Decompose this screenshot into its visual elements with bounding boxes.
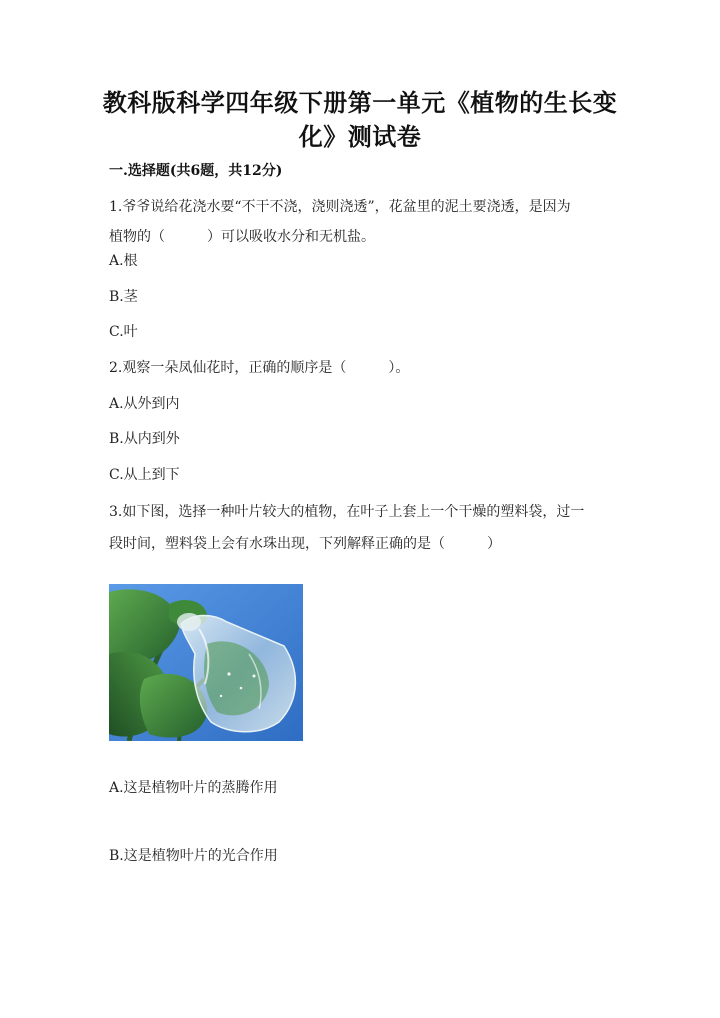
plant-bag-photo [109, 584, 303, 741]
water-droplet [253, 675, 256, 678]
question-1-text [109, 192, 609, 252]
question-1-option-c[interactable]: C.叶 [109, 324, 138, 340]
water-droplet [240, 687, 243, 690]
question-1-option-b[interactable]: B.茎 [109, 289, 138, 305]
title-line-1: 教科版科学四年级下册第一单元《植物的生长变 [102, 88, 618, 117]
plant-bag-illustration [109, 584, 303, 741]
question-1-option-a[interactable]: A.根 [109, 253, 138, 269]
question-2-option-c[interactable]: C.从上到下 [109, 467, 180, 483]
page-title [100, 86, 620, 154]
question-1-line-2: 植物的（ ）可以吸收水分和无机盐。 [109, 229, 375, 245]
question-2-option-a[interactable]: A.从外到内 [109, 396, 180, 412]
question-3-line-2: 段时间，塑料袋上会有水珠出现，下列解释正确的是（ ） [109, 536, 501, 552]
title-line-2: 化》测试卷 [298, 122, 422, 151]
question-3-option-b[interactable]: B.这是植物叶片的光合作用 [109, 848, 278, 864]
question-3-option-a[interactable]: A.这是植物叶片的蒸腾作用 [109, 780, 278, 796]
question-1-line-1: 1.爷爷说给花浇水要“不干不浇，浇则浇透”，花盆里的泥土要浇透，是因为 [109, 199, 571, 215]
section-heading: 一.选择题(共6题，共12分) [109, 163, 283, 179]
water-droplet [227, 672, 230, 675]
question-2-text: 2.观察一朵凤仙花时，正确的顺序是（ ）。 [109, 360, 410, 376]
water-droplet [220, 695, 222, 697]
bag-tie [177, 613, 201, 631]
question-2-option-b[interactable]: B.从内到外 [109, 431, 180, 447]
question-3-line-1: 3.如下图，选择一种叶片较大的植物，在叶子上套上一个干燥的塑料袋，过一 [109, 504, 585, 520]
